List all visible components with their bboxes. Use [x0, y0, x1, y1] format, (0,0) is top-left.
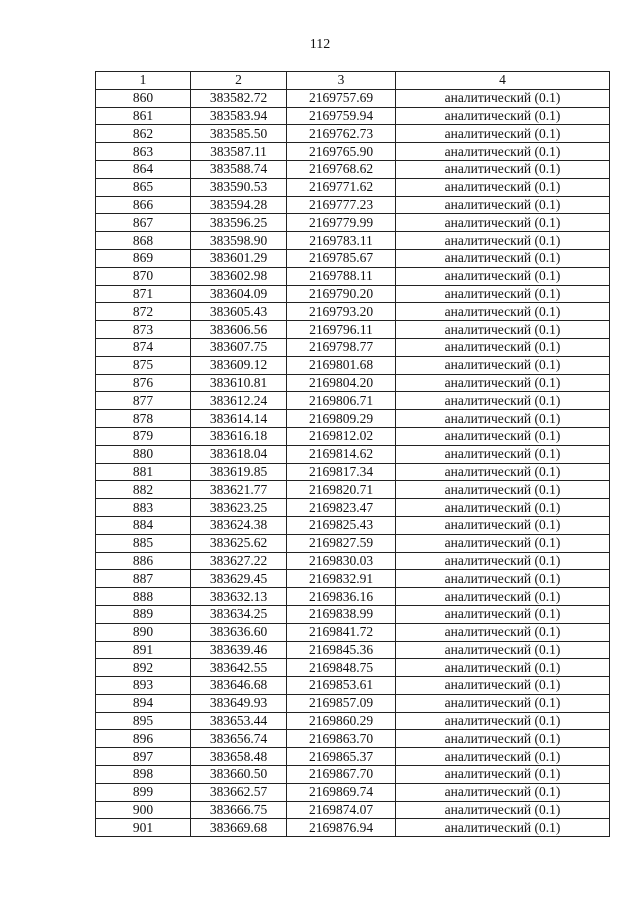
table-row: [96, 552, 610, 570]
cell-method: аналитический (0.1): [396, 125, 610, 143]
cell-x: 383627.22: [191, 552, 287, 570]
cell-x: 383666.75: [191, 801, 287, 819]
cell-y: 2169860.29: [287, 712, 396, 730]
cell-y: 2169853.61: [287, 677, 396, 695]
cell-y: 2169783.11: [287, 232, 396, 250]
cell-y: 2169814.62: [287, 445, 396, 463]
cell-method: аналитический (0.1): [396, 641, 610, 659]
table-row: [96, 89, 610, 107]
table-row: [96, 160, 610, 178]
cell-x: 383636.60: [191, 623, 287, 641]
cell-method: аналитический (0.1): [396, 766, 610, 784]
cell-x: 383639.46: [191, 641, 287, 659]
cell-method: аналитический (0.1): [396, 534, 610, 552]
cell-x: 383590.53: [191, 178, 287, 196]
cell-method: аналитический (0.1): [396, 321, 610, 339]
cell-y: 2169838.99: [287, 605, 396, 623]
cell-method: аналитический (0.1): [396, 107, 610, 125]
table-row: [96, 214, 610, 232]
cell-method: аналитический (0.1): [396, 623, 610, 641]
cell-point-number: 887: [96, 570, 191, 588]
cell-y: 2169762.73: [287, 125, 396, 143]
cell-point-number: 860: [96, 89, 191, 107]
cell-method: аналитический (0.1): [396, 783, 610, 801]
cell-point-number: 880: [96, 445, 191, 463]
table-row: [96, 427, 610, 445]
cell-x: 383602.98: [191, 267, 287, 285]
cell-point-number: 871: [96, 285, 191, 303]
page-number: 112: [309, 37, 331, 52]
table-row: [96, 338, 610, 356]
cell-y: 2169869.74: [287, 783, 396, 801]
cell-x: 383612.24: [191, 392, 287, 410]
cell-point-number: 865: [96, 178, 191, 196]
cell-y: 2169785.67: [287, 249, 396, 267]
table-row: [96, 392, 610, 410]
table-row: [96, 410, 610, 428]
cell-method: аналитический (0.1): [396, 801, 610, 819]
header-cell-x: 2: [191, 72, 287, 90]
table-row: [96, 748, 610, 766]
cell-y: 2169867.70: [287, 766, 396, 784]
cell-x: 383604.09: [191, 285, 287, 303]
table-row: [96, 766, 610, 784]
cell-point-number: 889: [96, 605, 191, 623]
cell-y: 2169771.62: [287, 178, 396, 196]
cell-x: 383601.29: [191, 249, 287, 267]
cell-method: аналитический (0.1): [396, 196, 610, 214]
table-row: [96, 730, 610, 748]
cell-method: аналитический (0.1): [396, 499, 610, 517]
cell-x: 383619.85: [191, 463, 287, 481]
cell-x: 383594.28: [191, 196, 287, 214]
cell-x: 383618.04: [191, 445, 287, 463]
cell-method: аналитический (0.1): [396, 427, 610, 445]
cell-point-number: 895: [96, 712, 191, 730]
table-row: [96, 107, 610, 125]
cell-method: аналитический (0.1): [396, 819, 610, 837]
table-row: [96, 463, 610, 481]
cell-point-number: 898: [96, 766, 191, 784]
table-row: [96, 516, 610, 534]
table-row: [96, 285, 610, 303]
table-row: [96, 356, 610, 374]
cell-point-number: 861: [96, 107, 191, 125]
table-row: [96, 605, 610, 623]
cell-point-number: 866: [96, 196, 191, 214]
cell-method: аналитический (0.1): [396, 463, 610, 481]
cell-x: 383632.13: [191, 588, 287, 606]
table-row: [96, 677, 610, 695]
cell-y: 2169812.02: [287, 427, 396, 445]
table-body: [96, 89, 610, 836]
cell-x: 383653.44: [191, 712, 287, 730]
table-row: [96, 374, 610, 392]
cell-method: аналитический (0.1): [396, 588, 610, 606]
cell-point-number: 886: [96, 552, 191, 570]
cell-method: аналитический (0.1): [396, 445, 610, 463]
cell-y: 2169809.29: [287, 410, 396, 428]
cell-x: 383621.77: [191, 481, 287, 499]
cell-method: аналитический (0.1): [396, 356, 610, 374]
cell-x: 383624.38: [191, 516, 287, 534]
cell-y: 2169798.77: [287, 338, 396, 356]
cell-method: аналитический (0.1): [396, 659, 610, 677]
cell-y: 2169806.71: [287, 392, 396, 410]
cell-y: 2169857.09: [287, 694, 396, 712]
cell-point-number: 878: [96, 410, 191, 428]
cell-point-number: 882: [96, 481, 191, 499]
table-row: [96, 178, 610, 196]
cell-point-number: 872: [96, 303, 191, 321]
cell-point-number: 891: [96, 641, 191, 659]
cell-point-number: 873: [96, 321, 191, 339]
cell-y: 2169793.20: [287, 303, 396, 321]
cell-point-number: 900: [96, 801, 191, 819]
cell-point-number: 901: [96, 819, 191, 837]
table-row: [96, 801, 610, 819]
cell-point-number: 884: [96, 516, 191, 534]
cell-y: 2169788.11: [287, 267, 396, 285]
cell-x: 383588.74: [191, 160, 287, 178]
cell-method: аналитический (0.1): [396, 338, 610, 356]
cell-method: аналитический (0.1): [396, 516, 610, 534]
cell-point-number: 863: [96, 143, 191, 161]
cell-x: 383649.93: [191, 694, 287, 712]
cell-point-number: 867: [96, 214, 191, 232]
cell-point-number: 894: [96, 694, 191, 712]
cell-x: 383605.43: [191, 303, 287, 321]
cell-y: 2169848.75: [287, 659, 396, 677]
table-row: [96, 232, 610, 250]
cell-point-number: 869: [96, 249, 191, 267]
cell-point-number: 899: [96, 783, 191, 801]
cell-y: 2169832.91: [287, 570, 396, 588]
cell-point-number: 888: [96, 588, 191, 606]
cell-x: 383585.50: [191, 125, 287, 143]
header-cell-point-number: 1: [96, 72, 191, 90]
cell-x: 383662.57: [191, 783, 287, 801]
cell-x: 383609.12: [191, 356, 287, 374]
cell-x: 383660.50: [191, 766, 287, 784]
cell-point-number: 877: [96, 392, 191, 410]
table-row: [96, 588, 610, 606]
cell-point-number: 881: [96, 463, 191, 481]
cell-method: аналитический (0.1): [396, 303, 610, 321]
cell-y: 2169796.11: [287, 321, 396, 339]
cell-y: 2169841.72: [287, 623, 396, 641]
cell-method: аналитический (0.1): [396, 392, 610, 410]
cell-point-number: 885: [96, 534, 191, 552]
cell-x: 383634.25: [191, 605, 287, 623]
cell-y: 2169790.20: [287, 285, 396, 303]
cell-y: 2169757.69: [287, 89, 396, 107]
cell-y: 2169845.36: [287, 641, 396, 659]
cell-method: аналитический (0.1): [396, 374, 610, 392]
table-row: [96, 499, 610, 517]
table-row: [96, 819, 610, 837]
cell-method: аналитический (0.1): [396, 552, 610, 570]
cell-y: 2169823.47: [287, 499, 396, 517]
table-row: [96, 445, 610, 463]
cell-y: 2169777.23: [287, 196, 396, 214]
cell-y: 2169874.07: [287, 801, 396, 819]
cell-point-number: 883: [96, 499, 191, 517]
cell-y: 2169865.37: [287, 748, 396, 766]
cell-point-number: 870: [96, 267, 191, 285]
cell-method: аналитический (0.1): [396, 89, 610, 107]
table-row: [96, 303, 610, 321]
cell-y: 2169830.03: [287, 552, 396, 570]
cell-method: аналитический (0.1): [396, 694, 610, 712]
cell-point-number: 890: [96, 623, 191, 641]
cell-x: 383614.14: [191, 410, 287, 428]
table-row: [96, 481, 610, 499]
cell-x: 383598.90: [191, 232, 287, 250]
table-row: [96, 321, 610, 339]
table-row: [96, 712, 610, 730]
cell-method: аналитический (0.1): [396, 214, 610, 232]
table-row: [96, 267, 610, 285]
cell-method: аналитический (0.1): [396, 232, 610, 250]
cell-x: 383616.18: [191, 427, 287, 445]
cell-method: аналитический (0.1): [396, 748, 610, 766]
cell-point-number: 876: [96, 374, 191, 392]
cell-method: аналитический (0.1): [396, 267, 610, 285]
cell-point-number: 864: [96, 160, 191, 178]
table-row: [96, 659, 610, 677]
header-cell-y: 3: [287, 72, 396, 90]
cell-x: 383607.75: [191, 338, 287, 356]
cell-method: аналитический (0.1): [396, 570, 610, 588]
table-row: [96, 623, 610, 641]
cell-y: 2169820.71: [287, 481, 396, 499]
cell-method: аналитический (0.1): [396, 410, 610, 428]
cell-y: 2169876.94: [287, 819, 396, 837]
cell-point-number: 875: [96, 356, 191, 374]
cell-y: 2169825.43: [287, 516, 396, 534]
cell-y: 2169759.94: [287, 107, 396, 125]
cell-point-number: 896: [96, 730, 191, 748]
cell-x: 383642.55: [191, 659, 287, 677]
table-row: [96, 143, 610, 161]
cell-x: 383582.72: [191, 89, 287, 107]
cell-y: 2169863.70: [287, 730, 396, 748]
table-row: [96, 694, 610, 712]
cell-x: 383658.48: [191, 748, 287, 766]
cell-x: 383587.11: [191, 143, 287, 161]
cell-x: 383656.74: [191, 730, 287, 748]
table-row: [96, 125, 610, 143]
cell-method: аналитический (0.1): [396, 712, 610, 730]
cell-method: аналитический (0.1): [396, 730, 610, 748]
cell-x: 383669.68: [191, 819, 287, 837]
table-header: [96, 72, 610, 90]
cell-method: аналитический (0.1): [396, 143, 610, 161]
cell-method: аналитический (0.1): [396, 605, 610, 623]
header-cell-method: 4: [396, 72, 610, 90]
cell-x: 383610.81: [191, 374, 287, 392]
cell-x: 383596.25: [191, 214, 287, 232]
cell-point-number: 879: [96, 427, 191, 445]
cell-point-number: 874: [96, 338, 191, 356]
table-row: [96, 249, 610, 267]
cell-method: аналитический (0.1): [396, 285, 610, 303]
cell-y: 2169765.90: [287, 143, 396, 161]
cell-x: 383623.25: [191, 499, 287, 517]
cell-method: аналитический (0.1): [396, 160, 610, 178]
cell-method: аналитический (0.1): [396, 481, 610, 499]
cell-point-number: 893: [96, 677, 191, 695]
cell-point-number: 868: [96, 232, 191, 250]
header-row: [96, 72, 610, 90]
cell-y: 2169836.16: [287, 588, 396, 606]
table-row: [96, 641, 610, 659]
cell-y: 2169827.59: [287, 534, 396, 552]
table-row: [96, 783, 610, 801]
table-row: [96, 534, 610, 552]
coordinates-table: [95, 71, 610, 837]
cell-method: аналитический (0.1): [396, 677, 610, 695]
cell-y: 2169817.34: [287, 463, 396, 481]
cell-method: аналитический (0.1): [396, 249, 610, 267]
table-row: [96, 196, 610, 214]
cell-method: аналитический (0.1): [396, 178, 610, 196]
cell-y: 2169804.20: [287, 374, 396, 392]
cell-point-number: 892: [96, 659, 191, 677]
cell-x: 383629.45: [191, 570, 287, 588]
cell-y: 2169801.68: [287, 356, 396, 374]
cell-y: 2169768.62: [287, 160, 396, 178]
cell-x: 383646.68: [191, 677, 287, 695]
cell-point-number: 862: [96, 125, 191, 143]
cell-point-number: 897: [96, 748, 191, 766]
cell-y: 2169779.99: [287, 214, 396, 232]
table-row: [96, 570, 610, 588]
cell-x: 383625.62: [191, 534, 287, 552]
cell-x: 383583.94: [191, 107, 287, 125]
cell-x: 383606.56: [191, 321, 287, 339]
